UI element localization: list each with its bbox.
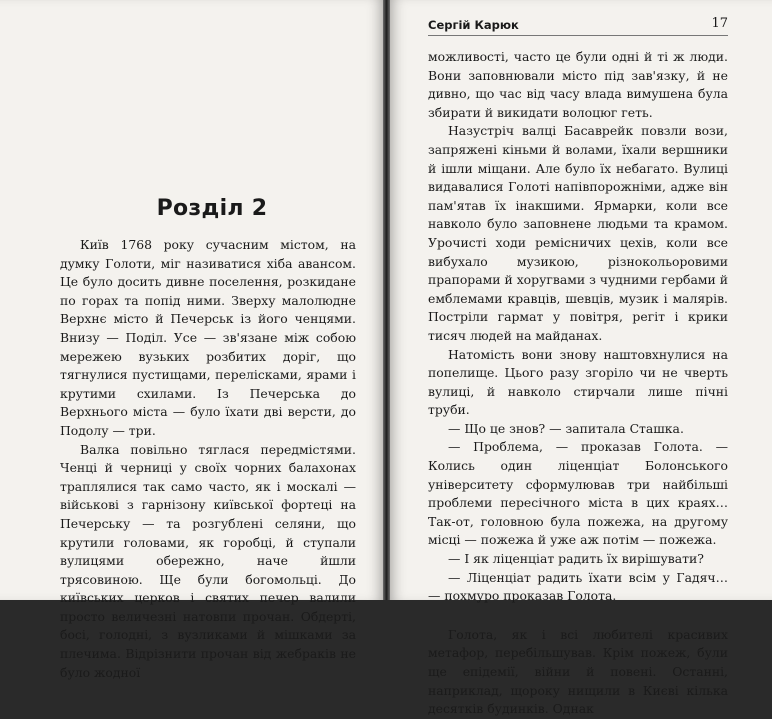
paragraph: Натомість вони знову наштовхнулися на попелище. Цього разу згоріло чи не чверть вулиці, й навколо стирчали лише пічні труби.	[428, 346, 728, 418]
dialogue-line: — Проблема, — проказав Голота. — Колись один ліценціат Болонського університету сформулював три найбільші проблеми пересічного міста в цих краях… Так-от, головною була пожежа, на другому місці — пожежа й уже аж потім — пожежа.	[428, 439, 728, 548]
dialogue-line: — І як ліценціат радить їх вирішувати?	[448, 551, 704, 567]
chapter-title: Розділ 2	[156, 196, 268, 221]
left-page-text	[60, 236, 356, 682]
paragraph: Валка повільно тяглася передмістями. Ченці й черниці у своїх чорних балахонах траплялися так само часто, як і москалі — військові з гарнізону київської фортеці на Печерську — та розгублені селяни, що крутили головами, як горобці, й ступали вулицями обережно, наче йшли трясовиною. Ще були богомольці. До київських церков і святих печер валили просто величезні натовпи прочан. Обдерті, босі, голодні, з вузликами й мішками за плечима. Відрізнити прочан від жебраків не було жодної	[60, 441, 356, 680]
paragraph: можливості, часто це були одні й ті ж люди. Вони заповнювали місто під зав'язку, й не дивно, що час від часу влада вимушена була збирати й викидати волоцюг геть.	[428, 49, 728, 120]
right-page-text	[428, 48, 728, 719]
book-gutter	[383, 0, 390, 600]
header-author: Сергій Карюк	[428, 18, 519, 32]
right-page	[390, 0, 772, 717]
paragraph: Голота, як і всі любителі красивих метафор, перебільшував. Крім пожеж, були ще епідемії, війни й повені. Останні, наприклад, щороку нищили в Києві кілька десятків будинків. Однак	[428, 626, 728, 717]
dialogue-line: — Ліценціат радить їхати всім у Гадяч… — похмуро проказав Голота.	[428, 569, 728, 604]
left-page	[0, 0, 383, 680]
running-header	[428, 13, 728, 36]
paragraph: Назустріч валці Басаврейк повзли вози, запряжені кіньми й волами, їхали вершники й ішли міщани. Але було їх небагато. Вулиці видавалися Голоті напівпорожніми, адже він пам'ятав їх інакшими. Ярмарки, коли все навколо було заповнене людьми та крамом. Урочисті ходи ремісничих цехів, коли все вибухало музикою, різнокольоровими прапорами й хоругвами з чудними гербами й емблемами кравців, шевців, музик і малярів. Постріли гармат у повітря, регіт і крики тисяч людей на майданах.	[428, 123, 728, 343]
paragraph: Київ 1768 року сучасним містом, на думку Голоти, міг називатися хіба авансом. Це було досить дивне поселення, розкидане по горах та попід ними. Зверху малолюдне Верхнє місто й Печерськ із його ченцями. Внизу — Поділ. Усе — зв'язане між собою мережею вузьких розбитих доріг, що тягнулися пустищами, перелісками, ярами і крутими схилами. Із Печерська до Верхнього міста — було їхати дві версти, до Подолу — три.	[60, 237, 356, 438]
dialogue-line: — Що це знов? — запитала Сташка.	[448, 420, 684, 436]
page-number: 17	[711, 16, 728, 31]
